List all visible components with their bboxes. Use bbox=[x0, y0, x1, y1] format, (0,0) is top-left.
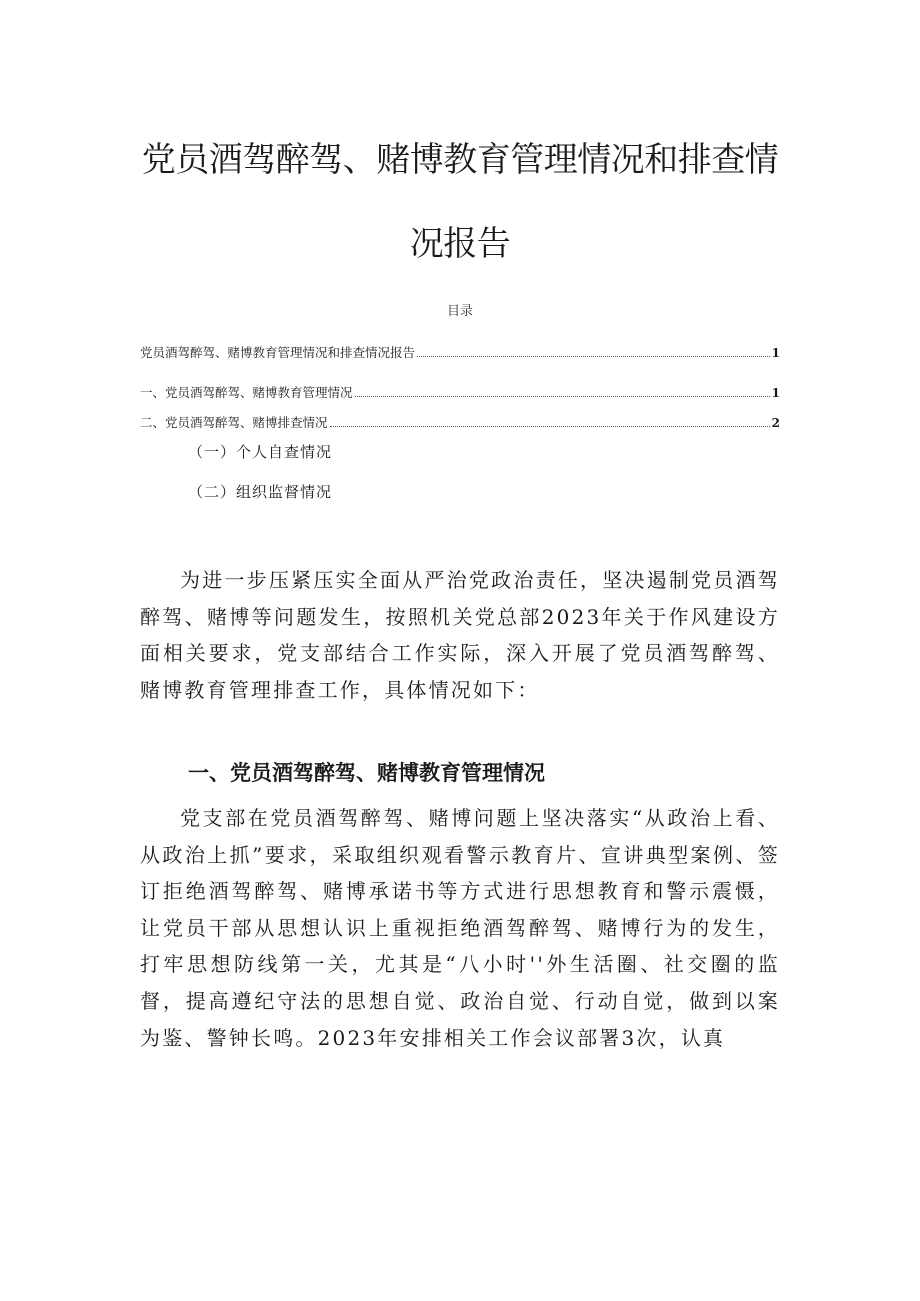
toc-entry-page: 1 bbox=[771, 386, 780, 400]
toc-entry-page: 2 bbox=[771, 416, 780, 430]
document-title-line-2: 况报告 bbox=[409, 224, 511, 264]
toc-entry[interactable] bbox=[140, 343, 780, 361]
toc-sub-entry[interactable]: （一）个人自查情况 bbox=[188, 443, 333, 461]
toc-entry-label: 二、党员酒驾醉驾、赌博排查情况 bbox=[140, 415, 328, 430]
intro-paragraph: 为进一步压紧压实全面从严治党政治责任，坚决遏制党员酒驾醉驾、赌博等问题发生，按照机关党总部2023年关于作风建设方面相关要求，党支部结合工作实际，深入开展了党员酒驾醉驾、赌博教育管理排查工作，具体情况如下： bbox=[140, 568, 780, 702]
document-title-line-1: 党员酒驾醉驾、赌博教育管理情况和排查情 bbox=[141, 140, 779, 180]
toc-sub-entry[interactable]: （二）组织监督情况 bbox=[188, 483, 333, 501]
toc-entry-page: 1 bbox=[771, 346, 780, 360]
section-heading: 一、党员酒驾醉驾、赌博教育管理情况 bbox=[188, 761, 545, 785]
toc-entry[interactable] bbox=[140, 413, 780, 431]
section-paragraph: 党支部在党员酒驾醉驾、赌博问题上坚决落实“从政治上看、从政治上抓”要求，采取组织观看警示教育片、宣讲典型案例、签订拒绝酒驾醉驾、赌博承诺书等方式进行思想教育和警示震慑，让党员干部从思想认识上重视拒绝酒驾醉驾、赌博行为的发生，打牢思想防线第一关，尤其是“八小时''外生活圈、社交圈的监督，提高遵纪守法的思想自觉、政治自觉、行动自觉，做到以案为鉴、警钟长鸣。2023年安排相关工作会议部署3次，认真 bbox=[140, 806, 780, 1050]
toc-leader-dots bbox=[330, 425, 770, 427]
toc-leader-dots bbox=[355, 395, 770, 397]
toc-heading: 目录 bbox=[446, 304, 473, 319]
toc-entry[interactable] bbox=[140, 383, 780, 401]
toc-entry-label: 党员酒驾醉驾、赌博教育管理情况和排查情况报告 bbox=[140, 345, 416, 360]
toc-leader-dots bbox=[417, 355, 770, 357]
toc-entry-label: 一、党员酒驾醉驾、赌博教育管理情况 bbox=[140, 385, 353, 400]
